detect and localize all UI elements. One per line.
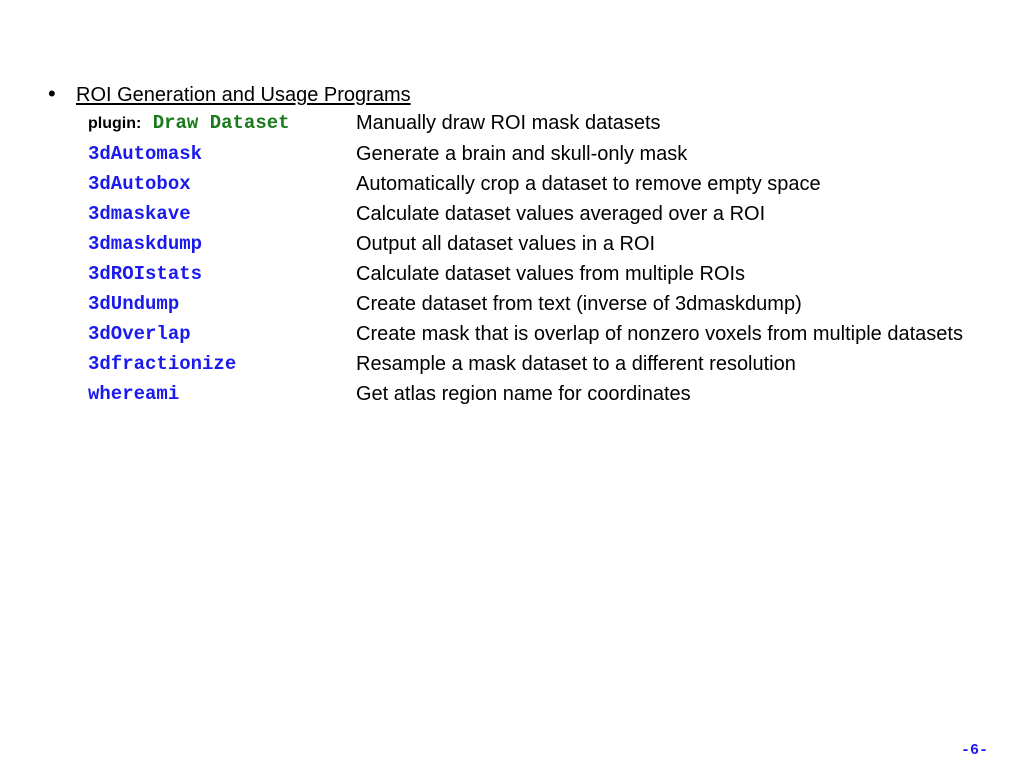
program-description: Output all dataset values in a ROI [356,233,656,255]
program-description: Calculate dataset values averaged over a ROI [356,203,766,225]
program-name: 3dmaskdump [88,233,203,255]
plugin-label [88,111,356,136]
program-row [88,202,988,226]
program-name: 3dAutomask [88,143,203,165]
program-description: Resample a mask dataset to a different resolution [356,353,796,375]
program-row [88,262,988,286]
program-description: Create dataset from text (inverse of 3dmaskdump) [356,293,802,315]
program-row [88,352,988,376]
program-name: 3dfractionize [88,353,237,375]
plugin-row [88,111,988,136]
program-row [88,172,988,196]
plugin-description: Manually draw ROI mask datasets [356,112,661,134]
plugin-prefix: plugin: [88,115,142,132]
program-name: 3dAutobox [88,173,191,195]
section-title: ROI Generation and Usage Programs [76,84,411,106]
program-description: Create mask that is overlap of nonzero voxels from multiple datasets [356,323,963,345]
program-row [88,142,988,166]
program-description: Automatically crop a dataset to remove empty space [356,173,821,195]
program-description: Get atlas region name for coordinates [356,383,691,405]
program-row [88,232,988,256]
program-name: 3dOverlap [88,323,191,345]
program-name: 3dUndump [88,293,180,315]
program-name: whereami [88,383,180,405]
program-description: Generate a brain and skull-only mask [356,143,688,165]
plugin-name: Draw Dataset [152,112,290,134]
program-row [88,382,988,406]
program-name: 3dROIstats [88,263,203,285]
program-description: Calculate dataset values from multiple ROIs [356,263,746,285]
page-number: -6- [960,742,988,759]
program-list [88,111,988,412]
section-heading [48,82,411,107]
program-row [88,322,988,346]
program-row [88,292,988,316]
bullet-icon: • [48,81,56,106]
program-name: 3dmaskave [88,203,191,225]
